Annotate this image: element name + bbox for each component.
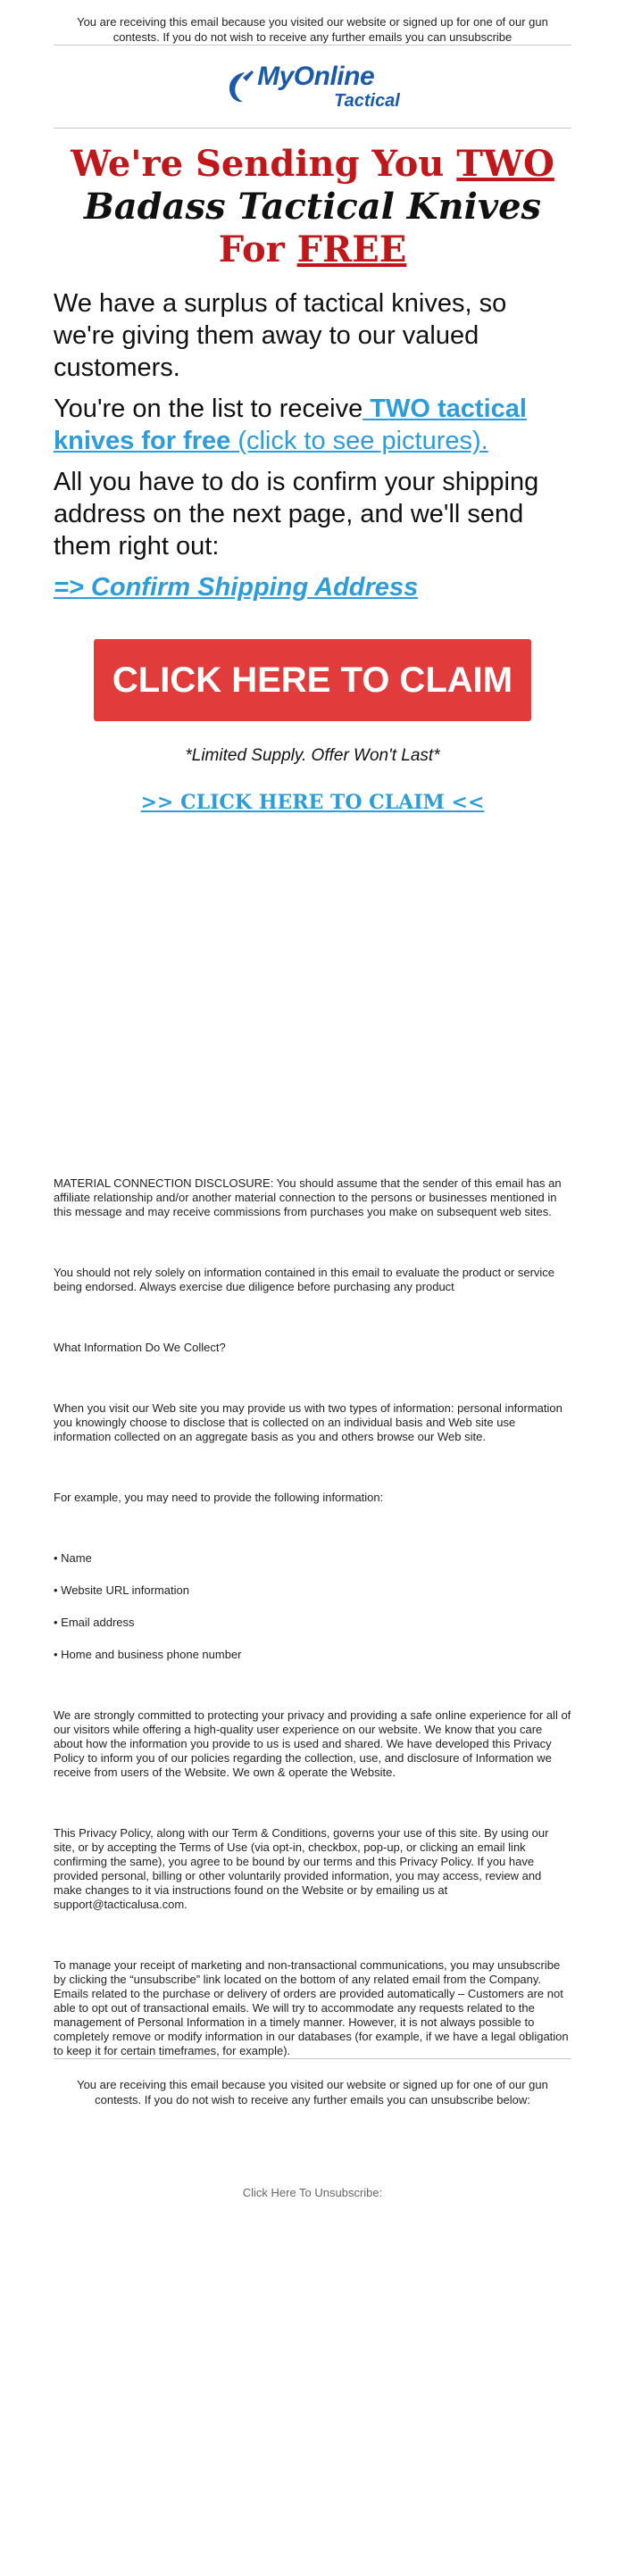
headline-line-2: Badass Tactical Knives: [83, 186, 542, 228]
privacy-commitment: We are strongly committed to protecting your privacy and providing a safe online experience for all of our visitors while offering a high-quality user experience on our website. We know that you care about how the information you provide to us is used and shared. We have developed this Privacy Policy to inform you of our policies regarding the collection, use, and disclosure of Information we receive from users of the Website. We own & operate the Website.: [54, 1708, 571, 1779]
email-container: [54, 0, 571, 2199]
list-item: • Website URL information: [54, 1583, 189, 1597]
blank-space: [54, 814, 571, 1176]
bottom-divider: [54, 2058, 571, 2059]
list-item: • Name: [54, 1551, 92, 1565]
example-text: For example, you may need to provide the following information:: [54, 1491, 384, 1504]
headline-two: TWO: [456, 143, 554, 185]
confirm-shipping-link[interactable]: => Confirm Shipping Address: [54, 573, 419, 602]
logo-wordmark: [257, 63, 400, 110]
claim-button[interactable]: CLICK HERE TO CLAIM: [94, 639, 531, 721]
two-knives-link[interactable]: TWO tactical knives for free: [54, 395, 527, 455]
limited-supply-text: *Limited Supply. Offer Won't Last*: [185, 746, 440, 765]
headline-line-3: [54, 229, 571, 271]
unsubscribe-link[interactable]: Click Here To Unsubscribe:: [242, 2186, 383, 2199]
headline-line-1: [54, 143, 571, 186]
claim-text-link[interactable]: >> CLICK HERE TO CLAIM <<: [140, 791, 485, 814]
knife-swoosh-icon: [225, 69, 255, 104]
headline-line-3-prefix: For: [218, 229, 297, 270]
headline-line-1-prefix: We're Sending You: [71, 143, 457, 185]
privacy-policy-text: This Privacy Policy, along with our Term & Conditions, governs your use of this site. By using our site, or by accepting the Terms of Use (via opt-in, checkbox, pop-up, or clicking an email link confirming the same), you agree to be bound by our terms and this Privacy Policy. If you have provided personal, billing or other voluntarily provided information, you may access, review and make changes to it via instructions found on the Website or by emailing us at support@tacticalusa.com.: [54, 1826, 549, 1911]
disclaimer-block: [54, 1176, 571, 2058]
brand-logo[interactable]: [225, 63, 400, 110]
lead-paragraph-2: [54, 393, 571, 457]
top-notice: You are receiving this email because you visited our website or signed up for one of our gun contests. If you do not wish to receive any further emails you can unsubscribe: [77, 15, 548, 44]
logo-main-text: MyOnline: [257, 62, 375, 91]
headline-free: FREE: [296, 229, 407, 270]
see-pictures-link[interactable]: (click to see pictures).: [230, 427, 488, 455]
collect-heading: What Information Do We Collect?: [54, 1341, 226, 1354]
lead-paragraph-1: We have a surplus of tactical knives, so we're giving them away to our valued customers.: [54, 289, 507, 382]
lead-paragraph-3: All you have to do is confirm your shipping address on the next page, and we'll send them right out:: [54, 468, 539, 561]
bottom-notice: You are receiving this email because you visited our website or signed up for one of our gun contests. If you do not wish to receive any further emails you can unsubscribe below:: [77, 2078, 548, 2107]
logo-divider: [54, 128, 571, 129]
list-item: • Email address: [54, 1616, 135, 1629]
list-item: • Home and business phone number: [54, 1648, 242, 1661]
lead-paragraph-2-prefix: You're on the list to receive: [54, 395, 363, 423]
material-disclosure: MATERIAL CONNECTION DISCLOSURE: You should assume that the sender of this email has an affiliate relationship and/or another material connection to the persons or businesses mentioned in this message and may receive commissions from purchases you make on subsequent web sites.: [54, 1176, 562, 1218]
collect-body: When you visit our Web site you may provide us with two types of information: personal information you knowingly choose to disclose that is collected on an individual basis and Web site use information collected on an aggregate basis as you and others browse our Web site.: [54, 1401, 562, 1443]
logo-area: [54, 46, 571, 128]
rely-notice: You should not rely solely on information contained in this email to evaluate the product or service being endorsed. Always exercise due diligence before purchasing any product: [54, 1266, 555, 1293]
headline: [54, 143, 571, 271]
cta-area: [54, 639, 571, 721]
logo-sub-text: Tactical: [334, 91, 400, 111]
manage-communications-text: To manage your receipt of marketing and non-transactional communications, you may unsubscribe by clicking the “unsubscribe” link located on the bottom of any related email from the Company. Emails related to the purchase or delivery of orders are provided automatically – Customers are not able to opt out of transactional emails. We will try to accommodate any requests related to the management of Personal Information in a timely manner. However, it is not always possible to completely remove or modify information in our databases (for example, if we have a legal obligation to keep it for certain timeframes, for example).: [54, 1958, 569, 2057]
lead-copy: [54, 287, 571, 603]
